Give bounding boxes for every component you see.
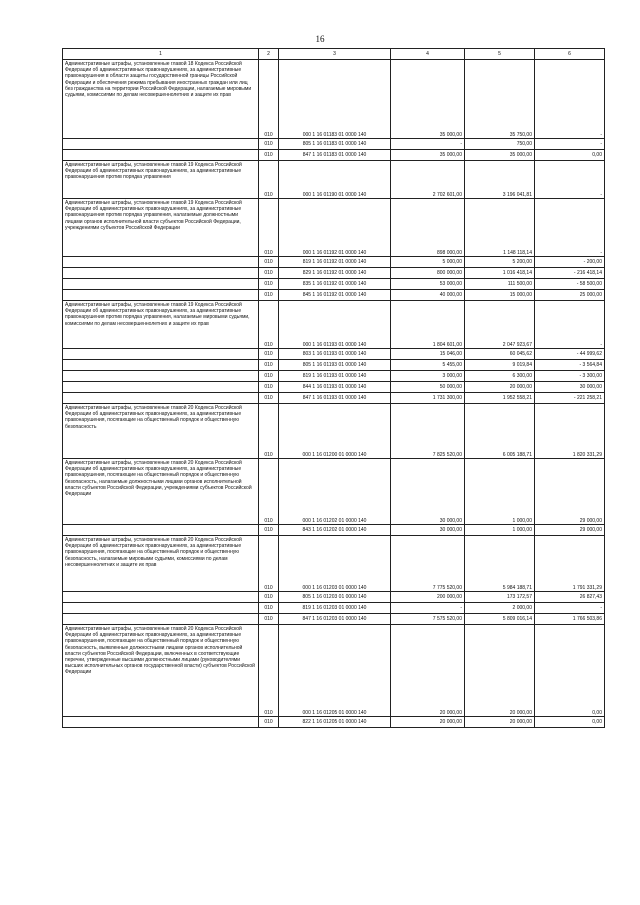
approved-cell: -: [391, 603, 465, 614]
budget-code-cell: 829 1 16 01192 01 0000 140: [279, 268, 391, 279]
empty-description-cell: [63, 614, 259, 625]
budget-code-cell: 000 1 16 01190 01 0000 140: [279, 161, 391, 199]
executed-cell: 5 809 016,14: [465, 614, 535, 625]
unexecuted-cell: - 221 258,21: [535, 393, 605, 404]
approved-cell: 30 000,00: [391, 525, 465, 536]
line-code-cell: 010: [259, 459, 279, 525]
table-row-sub: [63, 268, 605, 279]
table-row-sub: [63, 290, 605, 301]
approved-cell: -: [391, 139, 465, 150]
budget-code-cell: 000 1 16 01200 01 0000 140: [279, 404, 391, 459]
budget-code-cell: 845 1 16 01192 01 0000 140: [279, 290, 391, 301]
budget-code-cell: 835 1 16 01192 01 0000 140: [279, 279, 391, 290]
unexecuted-cell: - 216 418,14: [535, 268, 605, 279]
row-description: Административные штрафы, установленные главой 19 Кодекса Российской Федерации об административных правонарушениях, за административные правонарушения против порядка управления, налагаемые должностными лицами органов исполнительной власти субъектов Российской Федерации, учреждениями субъектов Российской Федерации: [63, 199, 259, 257]
executed-cell: 2 047 923,67: [465, 301, 535, 349]
approved-cell: 50 000,00: [391, 382, 465, 393]
unexecuted-cell: -: [535, 603, 605, 614]
approved-cell: 35 000,00: [391, 60, 465, 139]
line-code-cell: 010: [259, 139, 279, 150]
approved-cell: 200 000,00: [391, 592, 465, 603]
table-row-sub: [63, 382, 605, 393]
unexecuted-cell: -: [535, 301, 605, 349]
unexecuted-cell: 1 791 331,29: [535, 536, 605, 592]
column-header: 6: [535, 49, 605, 60]
column-header: 5: [465, 49, 535, 60]
table-row-main: [63, 161, 605, 199]
table-row-sub: [63, 717, 605, 728]
line-code-cell: 010: [259, 717, 279, 728]
executed-cell: 9 019,84: [465, 360, 535, 371]
row-description: Административные штрафы, установленные главой 20 Кодекса Российской Федерации об административных правонарушениях, за административные правонарушения, посягающие на общественный порядок и общественную безопасность, выявленные должностными лицами органов исполнительной власти субъектов Российской Федерации, включенных в соответствующие перечни, утвержденные высшими должностными лицами (руководителями высших исполнительных органов государственной власти) субъектов Российской Федерации: [63, 625, 259, 717]
approved-cell: 800 000,00: [391, 268, 465, 279]
approved-cell: 7 825 520,00: [391, 404, 465, 459]
table-row-sub: [63, 371, 605, 382]
page-number: 16: [315, 34, 325, 44]
table-row-sub: [63, 525, 605, 536]
approved-cell: 5 000,00: [391, 257, 465, 268]
line-code-cell: 010: [259, 382, 279, 393]
unexecuted-cell: 0,00: [535, 625, 605, 717]
unexecuted-cell: -: [535, 199, 605, 257]
unexecuted-cell: 0,00: [535, 717, 605, 728]
executed-cell: 15 000,00: [465, 290, 535, 301]
column-numbers-row: [63, 49, 605, 60]
table-row-sub: [63, 150, 605, 161]
unexecuted-cell: - 200,00: [535, 257, 605, 268]
table-row-sub: [63, 393, 605, 404]
table-row-main: [63, 459, 605, 525]
table-row-sub: [63, 349, 605, 360]
empty-description-cell: [63, 592, 259, 603]
unexecuted-cell: 30 000,00: [535, 382, 605, 393]
unexecuted-cell: - 44 999,62: [535, 349, 605, 360]
line-code-cell: 010: [259, 60, 279, 139]
unexecuted-cell: - 58 500,00: [535, 279, 605, 290]
executed-cell: 1 000,00: [465, 525, 535, 536]
executed-cell: 60 045,62: [465, 349, 535, 360]
approved-cell: 20 000,00: [391, 717, 465, 728]
table-row-sub: [63, 139, 605, 150]
empty-description-cell: [63, 382, 259, 393]
line-code-cell: 010: [259, 404, 279, 459]
row-description: Административные штрафы, установленные главой 20 Кодекса Российской Федерации об административных правонарушениях, за административные правонарушения, посягающие на общественный порядок и общественную безопасность: [63, 404, 259, 459]
unexecuted-cell: 29 000,00: [535, 459, 605, 525]
line-code-cell: 010: [259, 279, 279, 290]
executed-cell: 173 172,57: [465, 592, 535, 603]
executed-cell: 111 500,00: [465, 279, 535, 290]
executed-cell: 1 148 118,14: [465, 199, 535, 257]
executed-cell: 6 005 188,71: [465, 404, 535, 459]
budget-code-cell: 819 1 16 01193 01 0000 140: [279, 371, 391, 382]
unexecuted-cell: 1 820 331,29: [535, 404, 605, 459]
executed-cell: 1 952 558,21: [465, 393, 535, 404]
unexecuted-cell: 29 000,00: [535, 525, 605, 536]
executed-cell: 20 000,00: [465, 717, 535, 728]
unexecuted-cell: - 3 564,84: [535, 360, 605, 371]
line-code-cell: 010: [259, 603, 279, 614]
budget-code-cell: 000 1 16 01203 01 0000 140: [279, 536, 391, 592]
column-header: 2: [259, 49, 279, 60]
empty-description-cell: [63, 349, 259, 360]
approved-cell: 20 000,00: [391, 625, 465, 717]
executed-cell: 1 016 418,14: [465, 268, 535, 279]
budget-code-cell: 847 1 16 01183 01 0000 140: [279, 150, 391, 161]
approved-cell: 30 000,00: [391, 459, 465, 525]
line-code-cell: 010: [259, 536, 279, 592]
approved-cell: 53 000,00: [391, 279, 465, 290]
budget-code-cell: 847 1 16 01193 01 0000 140: [279, 393, 391, 404]
unexecuted-cell: -: [535, 60, 605, 139]
row-description: Административные штрафы, установленные главой 19 Кодекса Российской Федерации об административных правонарушениях, за административные правонарушения против порядка управления: [63, 161, 259, 199]
approved-cell: 7 775 520,00: [391, 536, 465, 592]
table-row-main: [63, 404, 605, 459]
executed-cell: 20 000,00: [465, 382, 535, 393]
budget-code-cell: 819 1 16 01203 01 0000 140: [279, 603, 391, 614]
line-code-cell: 010: [259, 360, 279, 371]
line-code-cell: 010: [259, 625, 279, 717]
executed-cell: 750,00: [465, 139, 535, 150]
budget-code-cell: 822 1 16 01205 01 0000 140: [279, 717, 391, 728]
approved-cell: 2 702 601,00: [391, 161, 465, 199]
empty-description-cell: [63, 371, 259, 382]
table-body: [63, 60, 605, 728]
line-code-cell: 010: [259, 199, 279, 257]
table-row-main: [63, 199, 605, 257]
budget-code-cell: 000 1 16 01205 01 0000 140: [279, 625, 391, 717]
approved-cell: 35 000,00: [391, 150, 465, 161]
empty-description-cell: [63, 603, 259, 614]
line-code-cell: 010: [259, 393, 279, 404]
approved-cell: 3 000,00: [391, 371, 465, 382]
table-row-sub: [63, 360, 605, 371]
revenue-table: [62, 48, 605, 728]
executed-cell: 20 000,00: [465, 625, 535, 717]
budget-code-cell: 805 1 16 01183 01 0000 140: [279, 139, 391, 150]
table-row-main: [63, 60, 605, 139]
approved-cell: 1 804 601,00: [391, 301, 465, 349]
approved-cell: 40 000,00: [391, 290, 465, 301]
line-code-cell: 010: [259, 150, 279, 161]
executed-cell: 35 000,00: [465, 150, 535, 161]
budget-code-cell: 000 1 16 01193 01 0000 140: [279, 301, 391, 349]
budget-code-cell: 803 1 16 01193 01 0000 140: [279, 349, 391, 360]
budget-code-cell: 805 1 16 01203 01 0000 140: [279, 592, 391, 603]
empty-description-cell: [63, 257, 259, 268]
budget-code-cell: 000 1 16 01192 01 0000 140: [279, 199, 391, 257]
empty-description-cell: [63, 525, 259, 536]
row-description: Административные штрафы, установленные главой 20 Кодекса Российской Федерации об административных правонарушениях, за административные правонарушения, посягающие на общественный порядок и общественную безопасность, налагаемые должностными лицами органов исполнительной власти субъектов Российской Федерации, учреждениями субъектов Российской Федерации: [63, 459, 259, 525]
empty-description-cell: [63, 150, 259, 161]
approved-cell: 15 046,00: [391, 349, 465, 360]
unexecuted-cell: -: [535, 161, 605, 199]
executed-cell: 2 000,00: [465, 603, 535, 614]
line-code-cell: 010: [259, 161, 279, 199]
table-row-main: [63, 301, 605, 349]
budget-code-cell: 805 1 16 01193 01 0000 140: [279, 360, 391, 371]
table-row-sub: [63, 257, 605, 268]
unexecuted-cell: - 3 300,00: [535, 371, 605, 382]
budget-code-cell: 000 1 16 01202 01 0000 140: [279, 459, 391, 525]
empty-description-cell: [63, 717, 259, 728]
table-row-sub: [63, 279, 605, 290]
unexecuted-cell: -: [535, 139, 605, 150]
line-code-cell: 010: [259, 290, 279, 301]
unexecuted-cell: 26 827,43: [535, 592, 605, 603]
unexecuted-cell: 1 766 503,86: [535, 614, 605, 625]
table-row-sub: [63, 592, 605, 603]
line-code-cell: 010: [259, 614, 279, 625]
line-code-cell: 010: [259, 257, 279, 268]
budget-code-cell: 847 1 16 01203 01 0000 140: [279, 614, 391, 625]
approved-cell: 1 731 300,00: [391, 393, 465, 404]
budget-code-cell: 844 1 16 01193 01 0000 140: [279, 382, 391, 393]
row-description: Административные штрафы, установленные главой 19 Кодекса Российской Федерации об административных правонарушениях, за административные правонарушения против порядка управления, налагаемые мировыми судьями, комиссиями по делам несовершеннолетних и защите их прав: [63, 301, 259, 349]
budget-code-cell: 000 1 16 01183 01 0000 140: [279, 60, 391, 139]
line-code-cell: 010: [259, 301, 279, 349]
table-row-sub: [63, 603, 605, 614]
executed-cell: 35 750,00: [465, 60, 535, 139]
approved-cell: 5 455,00: [391, 360, 465, 371]
line-code-cell: 010: [259, 268, 279, 279]
empty-description-cell: [63, 268, 259, 279]
empty-description-cell: [63, 279, 259, 290]
empty-description-cell: [63, 393, 259, 404]
approved-cell: 7 575 520,00: [391, 614, 465, 625]
column-header: 1: [63, 49, 259, 60]
column-header: 3: [279, 49, 391, 60]
executed-cell: 6 300,00: [465, 371, 535, 382]
executed-cell: 5 984 188,71: [465, 536, 535, 592]
column-header: 4: [391, 49, 465, 60]
executed-cell: 1 000,00: [465, 459, 535, 525]
empty-description-cell: [63, 290, 259, 301]
executed-cell: 3 196 041,81: [465, 161, 535, 199]
approved-cell: 898 000,00: [391, 199, 465, 257]
line-code-cell: 010: [259, 349, 279, 360]
line-code-cell: 010: [259, 525, 279, 536]
line-code-cell: 010: [259, 371, 279, 382]
table-row-main: [63, 536, 605, 592]
line-code-cell: 010: [259, 592, 279, 603]
budget-code-cell: 819 1 16 01192 01 0000 140: [279, 257, 391, 268]
executed-cell: 5 200,00: [465, 257, 535, 268]
empty-description-cell: [63, 360, 259, 371]
unexecuted-cell: 0,00: [535, 150, 605, 161]
row-description: Административные штрафы, установленные главой 18 Кодекса Российской Федерации об административных правонарушениях, за административные правонарушения в области защиты государственной границы Российской Федерации и обеспечения режима пребывания иностранных граждан или лиц без гражданства на территории Российской Федерации, налагаемые мировыми судьями, комиссиями по делам несовершеннолетних и защите их прав: [63, 60, 259, 139]
table-row-main: [63, 625, 605, 717]
budget-code-cell: 843 1 16 01202 01 0000 140: [279, 525, 391, 536]
empty-description-cell: [63, 139, 259, 150]
row-description: Административные штрафы, установленные главой 20 Кодекса Российской Федерации об административных правонарушениях, за административные правонарушения, посягающие на общественный порядок и общественную безопасность, налагаемые мировыми судьями, комиссиями по делам несовершеннолетних и защите их прав: [63, 536, 259, 592]
table-row-sub: [63, 614, 605, 625]
unexecuted-cell: 25 000,00: [535, 290, 605, 301]
